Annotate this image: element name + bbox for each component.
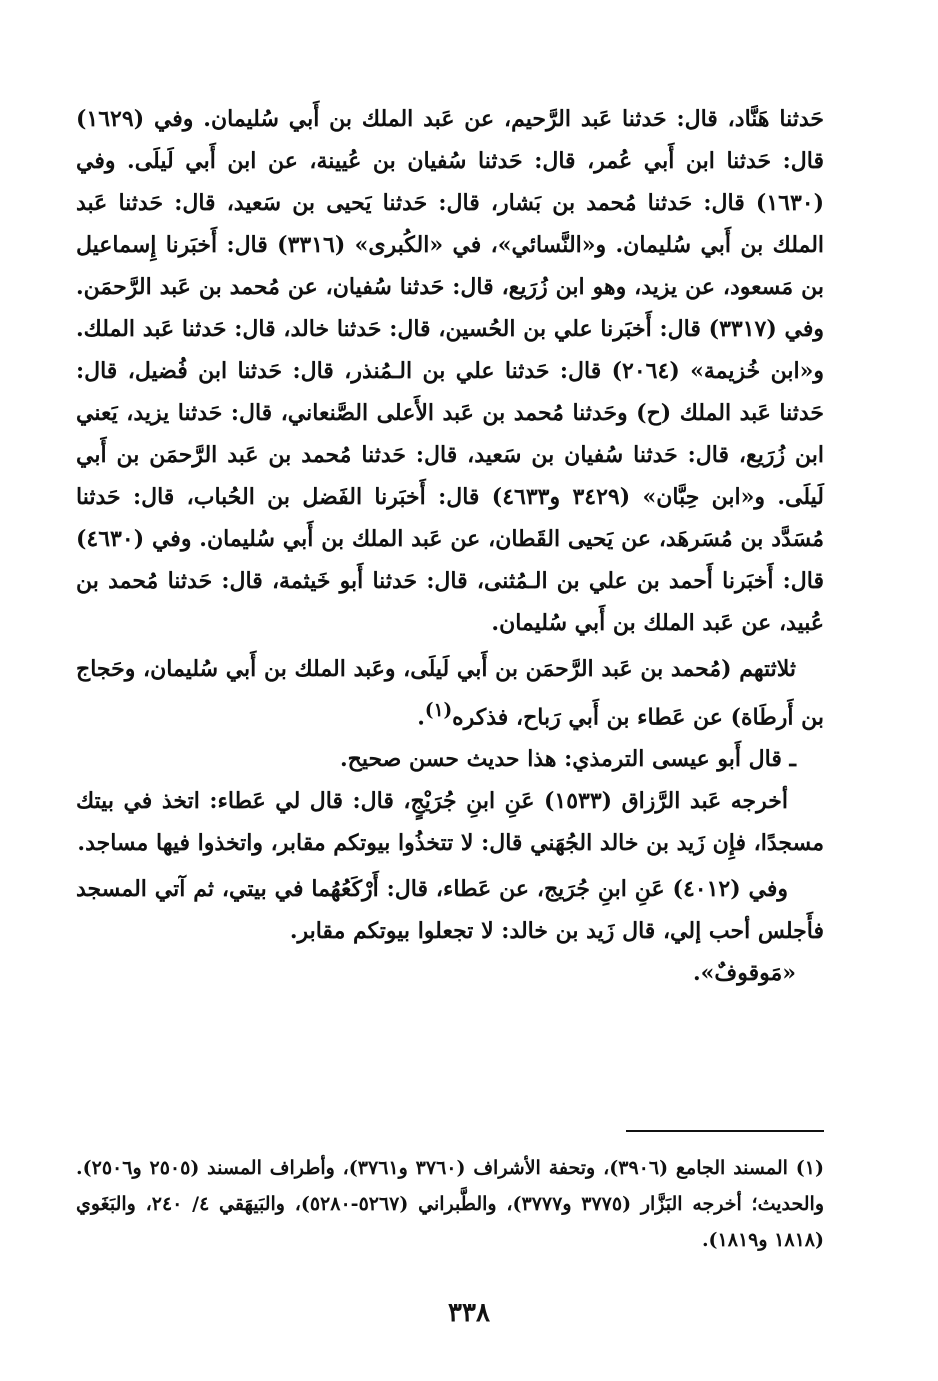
hadith-chain-paragraph: حَدثنا هَنَّاد، قال: حَدثنا عَبد الرَّحيم، عن عَبد الملك بن أَبي سُليمان. وفي (١٦٢٩) قال: حَدثنا ابن أَبي عُمر، قال: حَدثنا سُفيان بن عُيينة، عن ابن أَبي لَيلَى. وفي (١٦٣٠) قال: حَدثنا مُحمد بن بَشار، قال: حَدثنا يَحيى بن سَعيد، قال: حَدثنا عَبد الملك بن أَبي سُليمان. و«النَّسائي»، في «الكُبرى» (٣٣١٦) قال: أَخبَرنا إِسماعيل بن مَسعود، عن يزيد، وهو ابن زُرَيع، قال: حَدثنا سُفيان، عن مُحمد بن عَبد الرَّحمَن. وفي (٣٣١٧) قال: أَخبَرنا علي بن الحُسين، قال: حَدثنا خالد، قال: حَدثنا عَبد الملك. و«ابن خُزيمة» (٢٠٦٤) قال: حَدثنا علي بن الـمُنذر، قال: حَدثنا ابن فُضيل، قال: حَدثنا عَبد الملك (ح) وحَدثنا مُحمد بن عَبد الأَعلى الصَّنعاني، قال: حَدثنا يزيد، يَعني ابن زُرَيع، قال: حَدثنا سُفيان بن سَعيد، قال: حَدثنا مُحمد بن عَبد الرَّحمَن بن أَبي لَيلَى. و«ابن حِبَّان» (٣٤٢٩ و٤٦٣٣) قال: أَخبَرنا الفَضل بن الحُباب، قال: حَدثنا مُسَدَّد بن مُسَرهَد، عن يَحيى القَطان، عن عَبد الملك بن أَبي سُليمان. وفي (٤٦٣٠) قال: أَخبَرنا أَحمد بن علي بن الـمُثنى، قال: حَدثنا أَبو خَيثمة، قال: حَدثنا مُحمد بن عُبيد، عن عَبد الملك بن أَبي سُليمان. <box>76 106 825 636</box>
abdurrazzaq-text: أخرجه عَبد الرَّزاق (١٥٣٣) عَنِ ابنِ جُرَيْجٍ، قال: قال لي عَطاء: اتخذ في بيتك مسجدًا، فإِن زَيد بن خالد الجُهَني قال: لا تتخذُوا بيوتكم مقابر، واتخذوا فيها مساجد. <box>76 788 824 857</box>
footnotes-section <box>76 1150 824 1258</box>
narrators-summary-end: . <box>417 704 425 731</box>
abdurrazzaq-paragraph <box>76 780 824 864</box>
second-narration-paragraph <box>76 868 824 952</box>
tirmidhi-verdict: ـ قال أَبو عيسى الترمذي: هذا حديث حسن صحيح. <box>339 746 796 773</box>
page-number: ٣٣٨ <box>448 1298 490 1328</box>
footnote-divider <box>626 1130 824 1132</box>
narrators-summary-text: ثلاثتهم (مُحمد بن عَبد الرَّحمَن بن أَبي لَيلَى، وعَبد الملك بن أَبي سُليمان، وحَجاج بن أَرطَاة) عن عَطاء بن أَبي رَباح، فذكره <box>76 656 824 731</box>
second-narration-text: وفي (٤٠١٢) عَنِ ابنِ جُرَيج، عن عَطاء، قال: أَرْكَعُهُما في بيتي، ثم آتي المسجد فأَجلس أحب إلي، قال زَيد بن خالد: لا تجعلوا بيوتكم مقابر. <box>76 876 824 945</box>
footnote-ref-1[interactable]: (١) <box>424 700 453 721</box>
main-text <box>76 98 824 994</box>
mawquf-label: «مَوقوفٌ». <box>693 960 796 987</box>
footnote-1: (١) المسند الجامع (٣٩٠٦)، وتحفة الأشراف (٣٧٦٠ و٣٧٦١)، وأطراف المسند (٢٥٠٥ و٢٥٠٦). والحديث؛ أخرجه البَزَّار (٣٧٧٥ و٣٧٧٧)، والطَّبراني (٥٢٦٧-٥٢٨٠)، والبَيهَقي ٤/ ٢٤٠، والبَغَوي (١٨١٨ و١٨١٩). <box>76 1157 824 1251</box>
narrators-summary-paragraph <box>76 648 824 738</box>
